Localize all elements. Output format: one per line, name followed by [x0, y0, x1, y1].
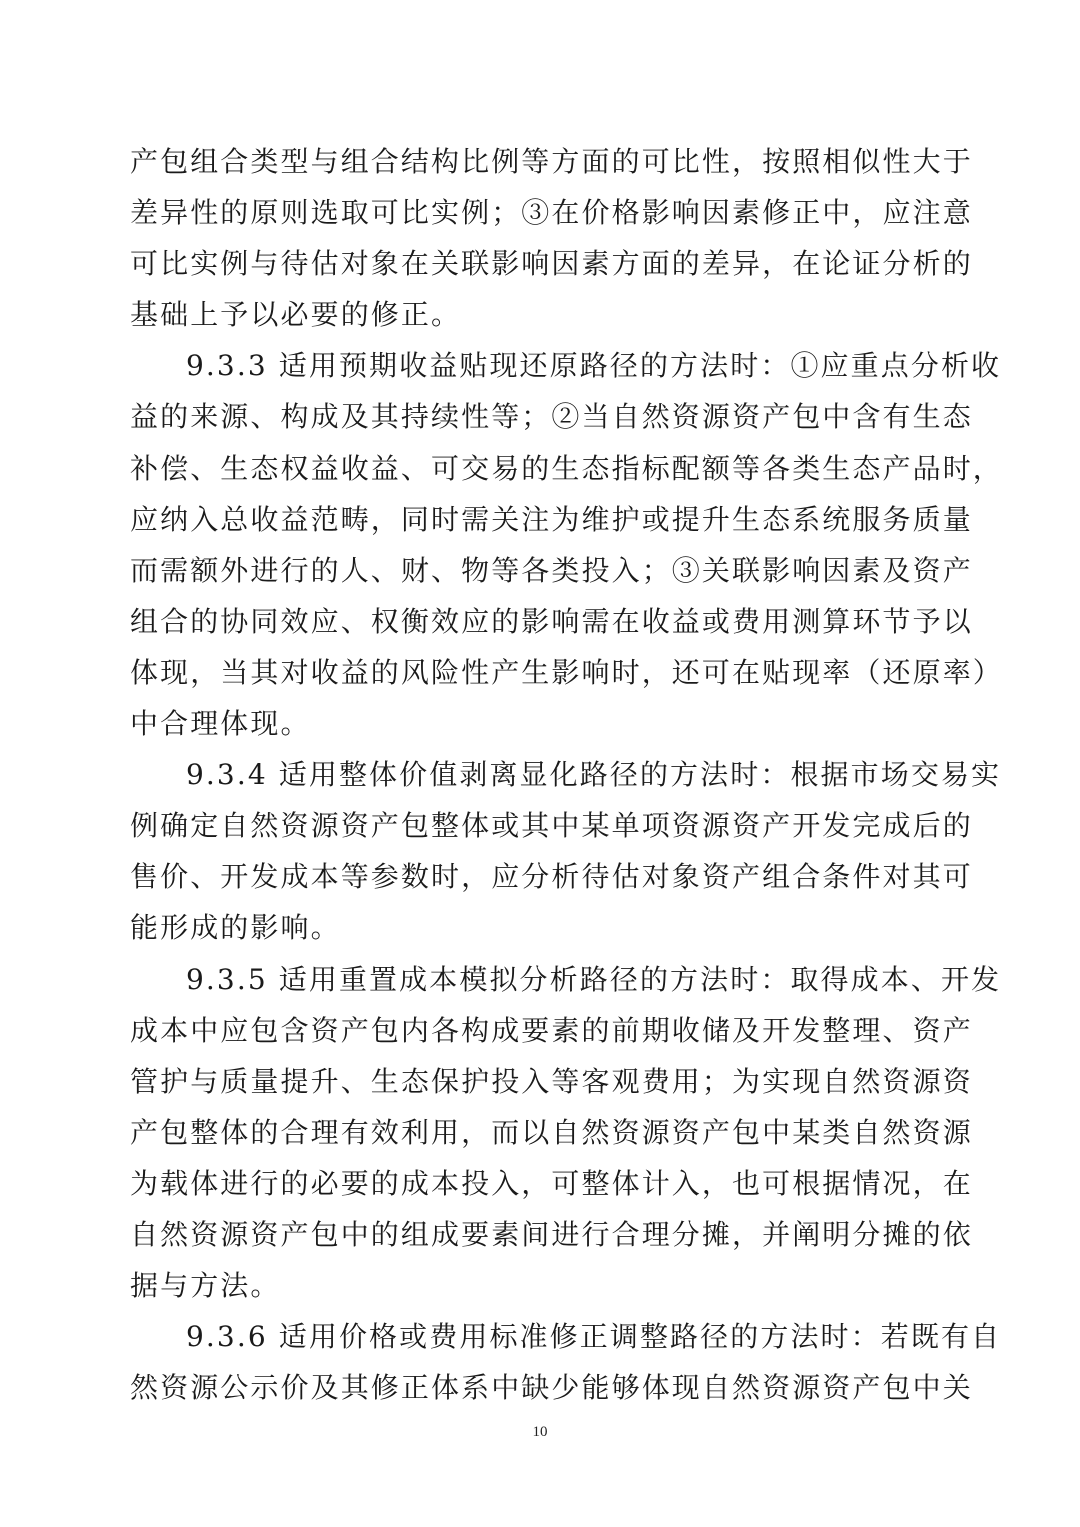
text-line: 售价、开发成本等参数时，应分析待估对象资产组合条件对其可	[130, 860, 973, 894]
text-line: 能形成的影响。	[130, 911, 341, 945]
text-line: 据与方法。	[130, 1269, 281, 1303]
text-line: 9.3.4 适用整体价值剥离显化路径的方法时：根据市场交易实	[186, 758, 1002, 792]
text-line: 差异性的原则选取可比实例；③在价格影响因素修正中，应注意	[130, 196, 973, 230]
page-number: 10	[532, 1424, 548, 1440]
text-line: 管护与质量提升、生态保护投入等客观费用；为实现自然资源资	[130, 1064, 973, 1098]
text-line: 产包整体的合理有效利用，而以自然资源资产包中某类自然资源	[130, 1115, 973, 1149]
text-line: 9.3.6 适用价格或费用标准修正调整路径的方法时：若既有自	[186, 1320, 1002, 1354]
text-line: 补偿、生态权益收益、可交易的生态指标配额等各类生态产品时，	[130, 451, 1003, 485]
text-line: 而需额外进行的人、财、物等各类投入；③关联影响因素及资产	[130, 553, 973, 587]
text-line: 组合的协同效应、权衡效应的影响需在收益或费用测算环节予以	[130, 604, 973, 638]
text-line: 自然资源资产包中的组成要素间进行合理分摊，并阐明分摊的依	[130, 1217, 973, 1251]
text-line: 产包组合类型与组合结构比例等方面的可比性，按照相似性大于	[130, 145, 973, 178]
text-line: 例确定自然资源资产包整体或其中某单项资源资产开发完成后的	[130, 809, 973, 843]
body-text	[130, 136, 1003, 1413]
text-line: 9.3.5 适用重置成本模拟分析路径的方法时：取得成本、开发	[186, 962, 1002, 996]
text-line: 益的来源、构成及其持续性等；②当自然资源资产包中含有生态	[130, 400, 973, 434]
text-line: 基础上予以必要的修正。	[130, 298, 462, 332]
text-line: 9.3.3 适用预期收益贴现还原路径的方法时：①应重点分析收	[186, 349, 1002, 383]
text-line: 为载体进行的必要的成本投入，可整体计入，也可根据情况，在	[130, 1166, 973, 1200]
text-line: 成本中应包含资产包内各构成要素的前期收储及开发整理、资产	[130, 1013, 973, 1047]
text-line: 可比实例与待估对象在关联影响因素方面的差异，在论证分析的	[130, 247, 973, 281]
text-line: 然资源公示价及其修正体系中缺少能够体现自然资源资产包中关	[130, 1371, 973, 1405]
text-line: 体现，当其对收益的风险性产生影响时，还可在贴现率（还原率）	[130, 655, 1003, 689]
text-line: 应纳入总收益范畴，同时需关注为维护或提升生态系统服务质量	[130, 502, 973, 536]
text-line: 中合理体现。	[130, 707, 311, 741]
